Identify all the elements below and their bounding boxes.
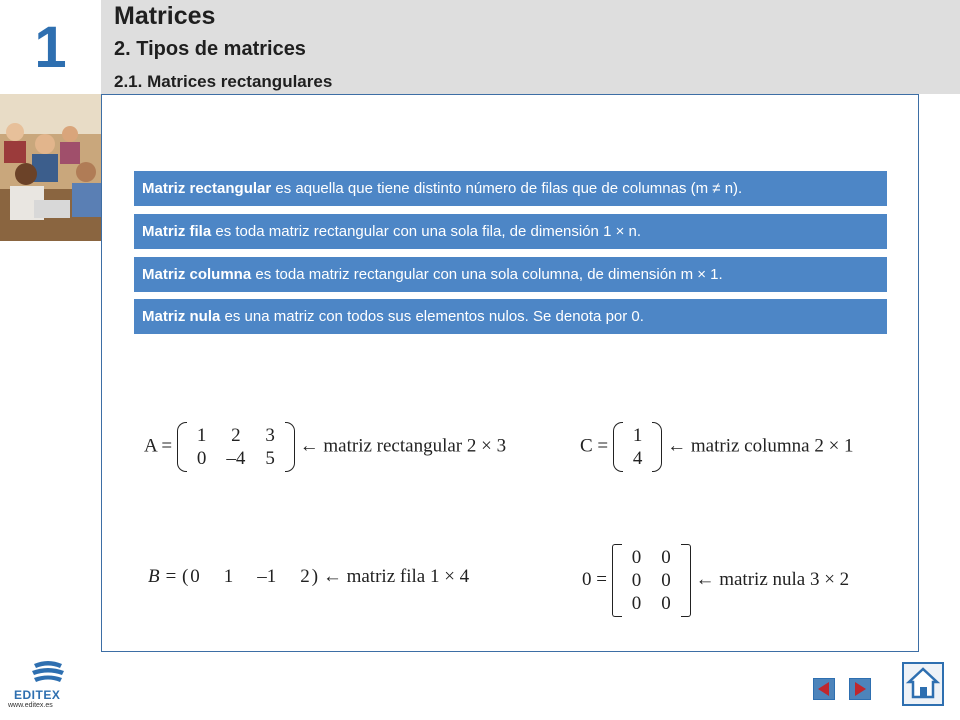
matrix-cell: 0	[661, 547, 671, 568]
matrix-caption: ← matriz columna 2 × 1	[667, 435, 854, 457]
definition-column	[134, 257, 887, 292]
matrix-c	[613, 424, 663, 470]
matrix-cell: 0	[190, 566, 200, 587]
matrix-null	[612, 546, 691, 615]
definition-term: Matriz nula	[142, 308, 221, 325]
matrix-cell: 5	[265, 448, 275, 469]
matrix-caption: ← matriz rectangular 2 × 3	[299, 435, 507, 457]
definition-term: Matriz rectangular	[142, 180, 272, 197]
example-matrix-b	[148, 566, 469, 588]
home-icon	[904, 664, 942, 704]
prev-button[interactable]	[813, 678, 835, 700]
definition-row	[134, 214, 887, 249]
matrix-cell: 0	[196, 448, 207, 469]
example-matrix-c	[580, 424, 854, 470]
prev-arrow-icon	[813, 678, 835, 700]
matrix-cell: –4	[226, 448, 246, 469]
definition-term: Matriz columna	[142, 266, 252, 283]
matrix-cell: 2	[300, 566, 310, 587]
matrix-cell: 2	[231, 425, 241, 446]
definition-term: Matriz fila	[142, 223, 212, 240]
matrix-name: C =	[580, 435, 609, 457]
chapter-box	[0, 0, 101, 94]
next-button[interactable]	[849, 678, 871, 700]
classroom-photo	[0, 94, 101, 241]
example-matrix-null	[582, 546, 849, 615]
section-title: 2. Tipos de matrices	[114, 38, 306, 60]
matrix-cell: 0	[661, 570, 671, 591]
matrix-name: A =	[144, 435, 173, 457]
matrix-caption: ← matriz nula 3 × 2	[695, 568, 850, 590]
definition-text: es una matriz con todos sus elementos nulos. Se denota por 0.	[220, 308, 644, 325]
editex-logo-text: EDITEX	[14, 688, 61, 702]
matrix-cell: 1	[223, 566, 234, 587]
matrix-cell: 0	[661, 593, 671, 614]
matrix-cell: 1	[632, 425, 643, 446]
next-arrow-icon	[849, 678, 871, 700]
matrix-cell: 4	[632, 448, 643, 469]
definition-null	[134, 299, 887, 334]
matrix-a	[177, 424, 295, 470]
open-paren: (	[181, 566, 189, 587]
matrix-caption: ← matriz fila 1 × 4	[322, 566, 470, 587]
close-paren: )	[311, 566, 319, 587]
matrix-cell: 0	[631, 593, 642, 614]
example-matrix-a	[144, 424, 506, 470]
matrix-cell: 1	[196, 425, 207, 446]
matrix-name: B =	[148, 566, 178, 587]
definition-text: es aquella que tiene distinto número de filas que de columnas (m ≠ n).	[271, 180, 743, 197]
page-title: Matrices	[114, 2, 216, 30]
matrix-cell: 3	[265, 425, 275, 446]
definition-text: es toda matriz rectangular con una sola columna, de dimensión m × 1.	[251, 266, 723, 283]
matrix-cell: 0	[631, 570, 642, 591]
matrix-cell: 0	[631, 547, 642, 568]
home-button[interactable]	[902, 662, 944, 706]
subsection-title: 2.1. Matrices rectangulares	[114, 72, 333, 91]
matrix-cell: –1	[257, 566, 277, 587]
chapter-number: 1	[34, 15, 67, 80]
definition-text: es toda matriz rectangular con una sola fila, de dimensión 1 × n.	[211, 223, 642, 240]
matrix-name: 0 =	[582, 568, 607, 590]
definition-rectangular	[134, 171, 887, 206]
editex-url[interactable]: www.editex.es	[8, 702, 53, 709]
